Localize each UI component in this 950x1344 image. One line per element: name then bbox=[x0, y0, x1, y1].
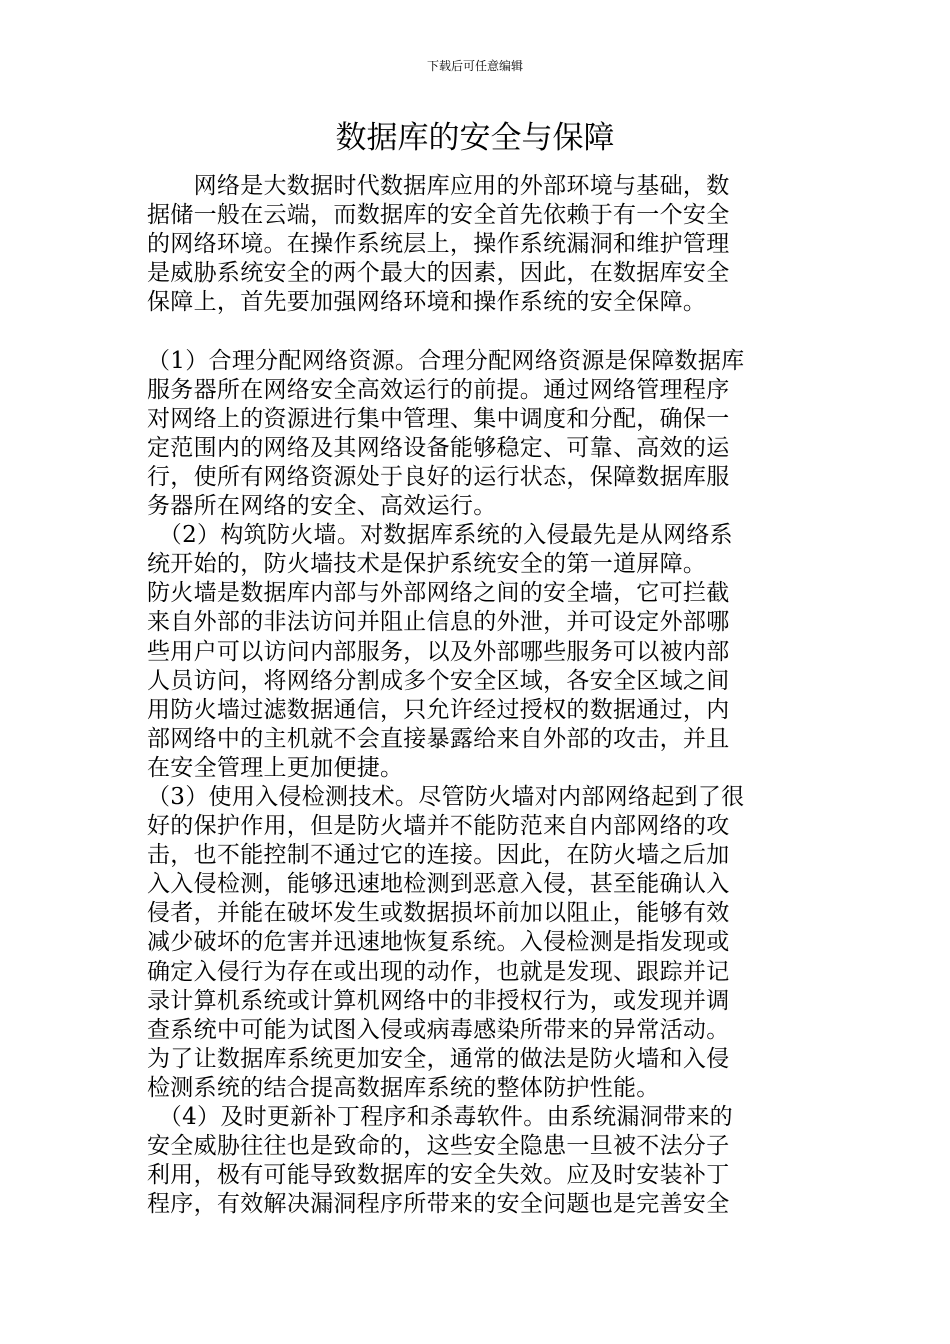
body-text-line: 行，使所有网络资源处于良好的运行状态，保障数据库服 bbox=[147, 463, 730, 490]
document-title: 数据库的安全与保障 bbox=[335, 120, 615, 156]
body-text-line: 在安全管理上更加便捷。 bbox=[147, 754, 404, 781]
body-text-line: 程序，有效解决漏洞程序所带来的安全问题也是完善安全 bbox=[147, 1191, 730, 1218]
body-text-line: 安全威胁往往也是致命的，这些安全隐患一旦被不法分子 bbox=[147, 1133, 730, 1160]
body-text-line: 对网络上的资源进行集中管理、集中调度和分配，确保一 bbox=[147, 405, 730, 432]
body-text-line: 查系统中可能为试图入侵或病毒感染所带来的异常活动。 bbox=[147, 1016, 730, 1043]
body-text-line: 些用户可以访问内部服务，以及外部哪些服务可以被内部 bbox=[147, 638, 730, 665]
body-text-line: 为了让数据库系统更加安全，通常的做法是防火墙和入侵 bbox=[147, 1045, 730, 1072]
body-text-line: 据储一般在云端，而数据库的安全首先依赖于有一个安全 bbox=[147, 202, 730, 229]
body-text-line: 防火墙是数据库内部与外部网络之间的安全墙，它可拦截 bbox=[147, 580, 730, 607]
page-header-note: 下载后可任意编辑 bbox=[426, 59, 523, 73]
body-text-line: 录计算机系统或计算机网络中的非授权行为，或发现并调 bbox=[147, 987, 730, 1014]
body-text-line: 部网络中的主机就不会直接暴露给来自外部的攻击，并且 bbox=[147, 725, 730, 752]
body-text-line: 保障上，首先要加强网络环境和操作系统的安全保障。 bbox=[147, 289, 707, 316]
body-text-line: 是威胁系统安全的两个最大的因素，因此，在数据库安全 bbox=[147, 260, 730, 287]
blank-line bbox=[147, 317, 797, 346]
body-text-line: 减少破坏的危害并迅速地恢复系统。入侵检测是指发现或 bbox=[147, 929, 730, 956]
body-text-line: （1）合理分配网络资源。合理分配网络资源是保障数据库 bbox=[147, 347, 745, 374]
body-text-line: 网络是大数据时代数据库应用的外部环境与基础，数 bbox=[147, 173, 730, 199]
body-text-line: 确定入侵行为存在或出现的动作，也就是发现、跟踪并记 bbox=[147, 958, 730, 985]
body-text-line: 来自外部的非法访问并阻止信息的外泄，并可设定外部哪 bbox=[147, 609, 730, 636]
body-text-line: 利用，极有可能导致数据库的安全失效。应及时安装补丁 bbox=[147, 1162, 730, 1189]
body-text-line: 好的保护作用，但是防火墙并不能防范来自内部网络的攻 bbox=[147, 813, 730, 840]
body-text-line: 入入侵检测，能够迅速地检测到恶意入侵，甚至能确认入 bbox=[147, 871, 730, 898]
body-text-line: 侵者，并能在破坏发生或数据损坏前加以阻止，能够有效 bbox=[147, 900, 730, 927]
body-text-line: 人员访问，将网络分割成多个安全区域，各安全区域之间 bbox=[147, 667, 730, 694]
document-body bbox=[147, 172, 797, 1219]
body-text-line: （3）使用入侵检测技术。尽管防火墙对内部网络起到了很 bbox=[147, 783, 745, 810]
body-text-line: （2）构筑防火墙。对数据库系统的入侵最先是从网络系 bbox=[147, 522, 733, 549]
body-text-line: 检测系统的结合提高数据库系统的整体防护性能。 bbox=[147, 1074, 660, 1101]
body-text-line: （4）及时更新补丁程序和杀毒软件。由系统漏洞带来的 bbox=[147, 1104, 733, 1130]
body-text-line: 击，也不能控制不通过它的连接。因此，在防火墙之后加 bbox=[147, 842, 730, 869]
body-text-line: 服务器所在网络安全高效运行的前提。通过网络管理程序 bbox=[147, 376, 730, 403]
body-text-line: 用防火墙过滤数据通信，只允许经过授权的数据通过，内 bbox=[147, 696, 730, 723]
body-text-line: 务器所在网络的安全、高效运行。 bbox=[147, 493, 497, 520]
body-text-line: 定范围内的网络及其网络设备能够稳定、可靠、高效的运 bbox=[147, 434, 730, 461]
body-text-line: 的网络环境。在操作系统层上，操作系统漏洞和维护管理 bbox=[147, 231, 730, 258]
body-text-line: 统开始的，防火墙技术是保护系统安全的第一道屏障。 bbox=[147, 551, 707, 578]
